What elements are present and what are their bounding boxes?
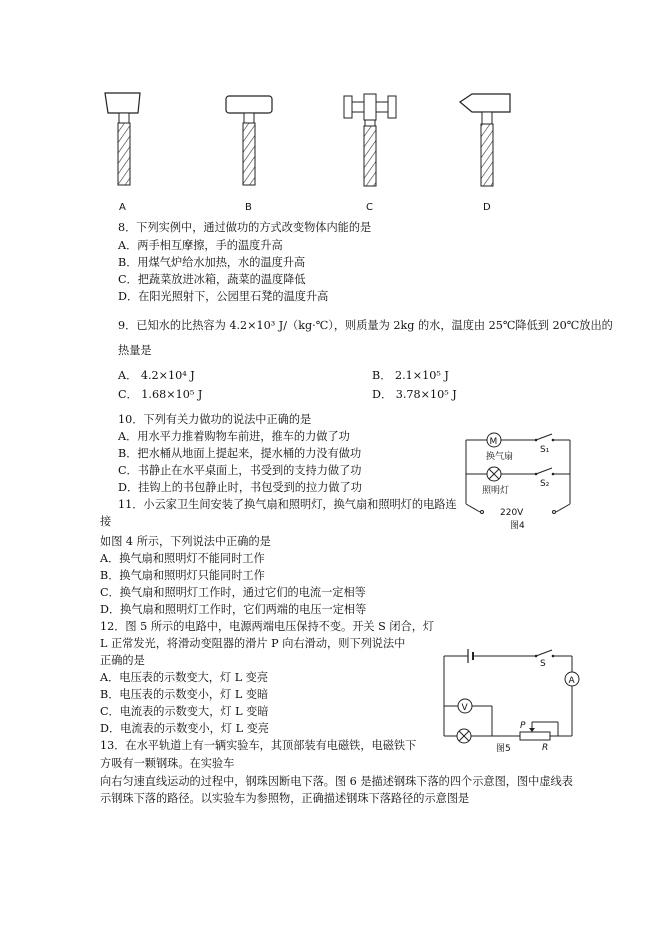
q12-option-b: B．电压表的示数变小，灯 L 变暗 (100, 688, 269, 701)
q8-option-a: A．两手相互摩擦，手的温度升高 (118, 239, 283, 252)
q9-stem-continued: 热量是 (118, 344, 152, 357)
resistor-r-label: R (542, 743, 549, 753)
motor-symbol: M (489, 437, 498, 447)
q13-line4: 示钢珠下落的路径。以实验车为参照物，正确描述钢珠下落路径的示意图是 (100, 792, 470, 805)
q13-line1: 13．在水平轨道上有一辆实验车，其顶部装有电磁铁，电磁铁下 (100, 739, 417, 752)
q10-option-a: A．用水平力推着购物车前进，推车的力做了功 (118, 430, 350, 443)
q10-option-d: D．挂钩上的书包静止时，书包受到的拉力做了功 (118, 481, 362, 494)
tool-label-b: B (245, 202, 252, 213)
tool-c-icon (344, 94, 396, 186)
voltage-label: 220V (500, 508, 524, 518)
q11-stem-figure-ref: 如图 4 所示，下列说法中正确的是 (100, 535, 271, 548)
q9-option-a: A． 4.2×10⁴ J (118, 369, 195, 382)
q11-option-c: C．换气扇和照明灯工作时，通过它们的电流一定相等 (100, 586, 366, 599)
q11-option-b: B．换气扇和照明灯只能同时工作 (100, 569, 265, 582)
lamp-label: 照明灯 (482, 486, 510, 496)
q10-option-c: C．书静止在水平桌面上，书受到的支持力做了功 (118, 464, 362, 477)
q13-line2: 方吸有一颗钢珠。在实验车 (100, 757, 235, 770)
tool-label-c: C (366, 202, 373, 213)
q12-stem-line3: 正确的是 (100, 654, 145, 667)
q9-stem: 9．已知水的比热容为 4.2×10³ J/（kg·℃），则质量为 2kg 的水，温度由 25℃降低到 20℃放出的 (118, 319, 613, 332)
q11-stem-continued: 接 (100, 515, 112, 528)
figure-4-circuit (458, 426, 578, 534)
q9-option-d: D． 3.78×10⁵ J (372, 388, 457, 401)
q10-option-b: B．把水桶从地面上提起来，提水桶的力没有做功 (118, 447, 362, 460)
voltmeter-symbol: V (461, 703, 468, 713)
slider-p-label: P (520, 721, 526, 731)
q9-option-b: B． 2.1×10⁵ J (372, 369, 449, 382)
rheostat-icon (520, 732, 550, 740)
q12-stem-line2: L 正常发光，将滑动变阻器的滑片 P 向右滑动，则下列说法中 (100, 637, 406, 650)
q11-option-d: D．换气扇和照明灯工作时，它们两端的电压一定相等 (100, 603, 367, 616)
tool-b-icon (226, 96, 272, 185)
figure-5-circuit (436, 644, 584, 756)
q9-option-c: C． 1.68×10⁵ J (118, 388, 203, 401)
q12-option-d: D．电流表的示数变小，灯 L 变亮 (100, 722, 269, 735)
switch-s-label: S (540, 659, 546, 669)
fan-label: 换气扇 (486, 452, 514, 462)
figure-4-caption: 图4 (510, 521, 525, 531)
figure-5-caption: 图5 (496, 744, 511, 754)
q12-stem: 12．图 5 所示的电路中，电源两端电压保持不变。开关 S 闭合，灯 (100, 620, 435, 633)
q11-option-a: A．换气扇和照明灯不能同时工作 (100, 552, 265, 565)
q11-stem: 11．小云家卫生间安装了换气扇和照明灯，换气扇和照明灯的电路连 (118, 498, 457, 511)
q8-option-c: C．把蔬菜放进冰箱，蔬菜的温度降低 (118, 273, 306, 286)
tool-label-d: D (483, 202, 491, 213)
q12-option-a: A．电压表的示数变大，灯 L 变亮 (100, 671, 269, 684)
q12-option-c: C．电流表的示数变大，灯 L 变暗 (100, 705, 269, 718)
q8-stem: 8．下列实例中，通过做功的方式改变物体内能的是 (118, 221, 372, 234)
q8-option-b: B．用煤气炉给水加热，水的温度升高 (118, 256, 306, 269)
tool-label-a: A (119, 202, 126, 213)
tool-a-icon (105, 93, 140, 185)
ammeter-symbol: A (568, 676, 575, 686)
q8-option-d: D．在阳光照射下，公园里石凳的温度升高 (118, 290, 329, 303)
switch-s1-label: S₁ (540, 445, 550, 455)
q10-stem: 10．下列有关力做功的说法中正确的是 (118, 413, 312, 426)
switch-s2-label: S₂ (540, 479, 550, 489)
tool-d-icon (460, 94, 510, 186)
q13-line3: 向右匀速直线运动的过程中，钢珠因断电下落。图 6 是描述钢珠下落的四个示意图，图中虚线表 (100, 775, 573, 788)
tools-figure (90, 88, 520, 213)
